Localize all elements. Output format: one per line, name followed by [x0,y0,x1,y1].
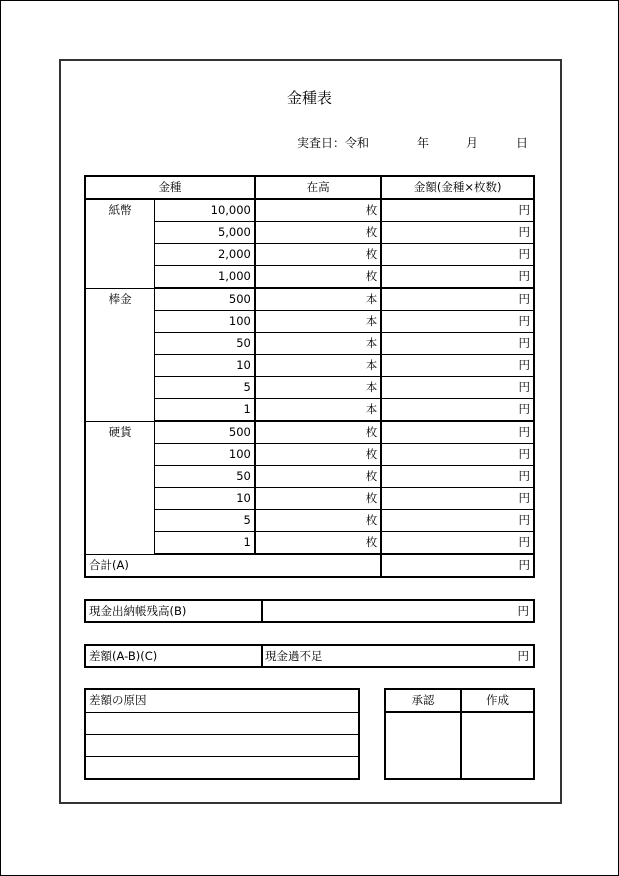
table-row [85,288,534,311]
denomination-value: 1 [155,399,255,422]
count-unit: 枚 [255,510,381,532]
page-title: 金種表 [286,89,332,107]
amount-yen: 円 [381,266,534,289]
count-unit: 本 [255,399,381,422]
approval-column-divider [460,711,462,778]
denomination-value: 2,000 [155,244,255,266]
amount-yen: 円 [381,311,534,333]
approval-box [384,688,535,780]
date-year: 年 [417,136,430,150]
amount-yen: 円 [381,199,534,222]
amount-yen: 円 [381,466,534,488]
count-unit: 本 [255,288,381,311]
prepared-label: 作成 [486,693,509,707]
amount-yen: 円 [381,355,534,377]
denomination-value: 500 [155,421,255,444]
count-unit: 枚 [255,244,381,266]
count-unit: 本 [255,377,381,399]
count-unit: 枚 [255,266,381,289]
amount-yen: 円 [381,333,534,355]
amount-yen: 円 [381,244,534,266]
amount-yen: 円 [381,288,534,311]
denomination-value: 1,000 [155,266,255,289]
date-prefix: 実査日：令和 [297,136,370,150]
count-unit: 枚 [255,444,381,466]
cause-line [86,712,358,713]
denomination-value: 5 [155,510,255,532]
total-row [85,554,534,577]
denomination-value: 10 [155,355,255,377]
count-unit: 本 [255,355,381,377]
denomination-value: 10 [155,488,255,510]
approval-label: 承認 [386,690,462,711]
table-row [85,421,534,444]
difference-cause-box [84,688,360,780]
cause-line [86,756,358,757]
difference-label: 差額(A-B)(C) [86,646,263,666]
table-header-row [85,176,534,199]
denomination-value: 10,000 [155,199,255,222]
header-denomination: 金種 [85,176,255,199]
count-unit: 本 [255,311,381,333]
amount-yen: 円 [381,444,534,466]
amount-yen: 円 [381,510,534,532]
denomination-value: 5,000 [155,222,255,244]
denomination-value: 100 [155,444,255,466]
amount-yen: 円 [381,399,534,422]
date-month: 月 [466,136,479,150]
amount-yen: 円 [381,488,534,510]
denomination-table [84,175,535,578]
difference-row [84,644,535,668]
ledger-balance-label: 現金出納帳残高(B) [86,601,263,621]
ledger-balance-row [84,599,535,623]
count-unit: 枚 [255,199,381,222]
count-unit: 本 [255,333,381,355]
denomination-value: 500 [155,288,255,311]
count-unit: 枚 [255,532,381,555]
amount-yen: 円 [381,222,534,244]
denomination-value: 5 [155,377,255,399]
difference-note: 現金過不足 [265,649,323,663]
count-unit: 枚 [255,488,381,510]
count-unit: 枚 [255,222,381,244]
count-unit: 枚 [255,466,381,488]
total-label: 合計(A) [85,554,381,577]
amount-yen: 円 [381,532,534,555]
count-unit: 枚 [255,421,381,444]
difference-yen: 円 [517,649,529,663]
denomination-value: 1 [155,532,255,555]
denomination-value: 50 [155,466,255,488]
ledger-balance-yen: 円 [517,604,529,618]
cause-line [86,734,358,735]
group-label: 棒金 [85,288,155,421]
denomination-value: 100 [155,311,255,333]
table-row [85,199,534,222]
denomination-value: 50 [155,333,255,355]
group-label: 紙幣 [85,199,155,288]
date-day: 日 [516,136,529,150]
difference-cause-label: 差額の原因 [89,693,147,707]
header-count: 在高 [255,176,381,199]
amount-yen: 円 [381,377,534,399]
group-label: 硬貨 [85,421,155,554]
header-amount: 金額(金種×枚数) [381,176,534,199]
amount-yen: 円 [381,421,534,444]
total-yen: 円 [381,554,534,577]
